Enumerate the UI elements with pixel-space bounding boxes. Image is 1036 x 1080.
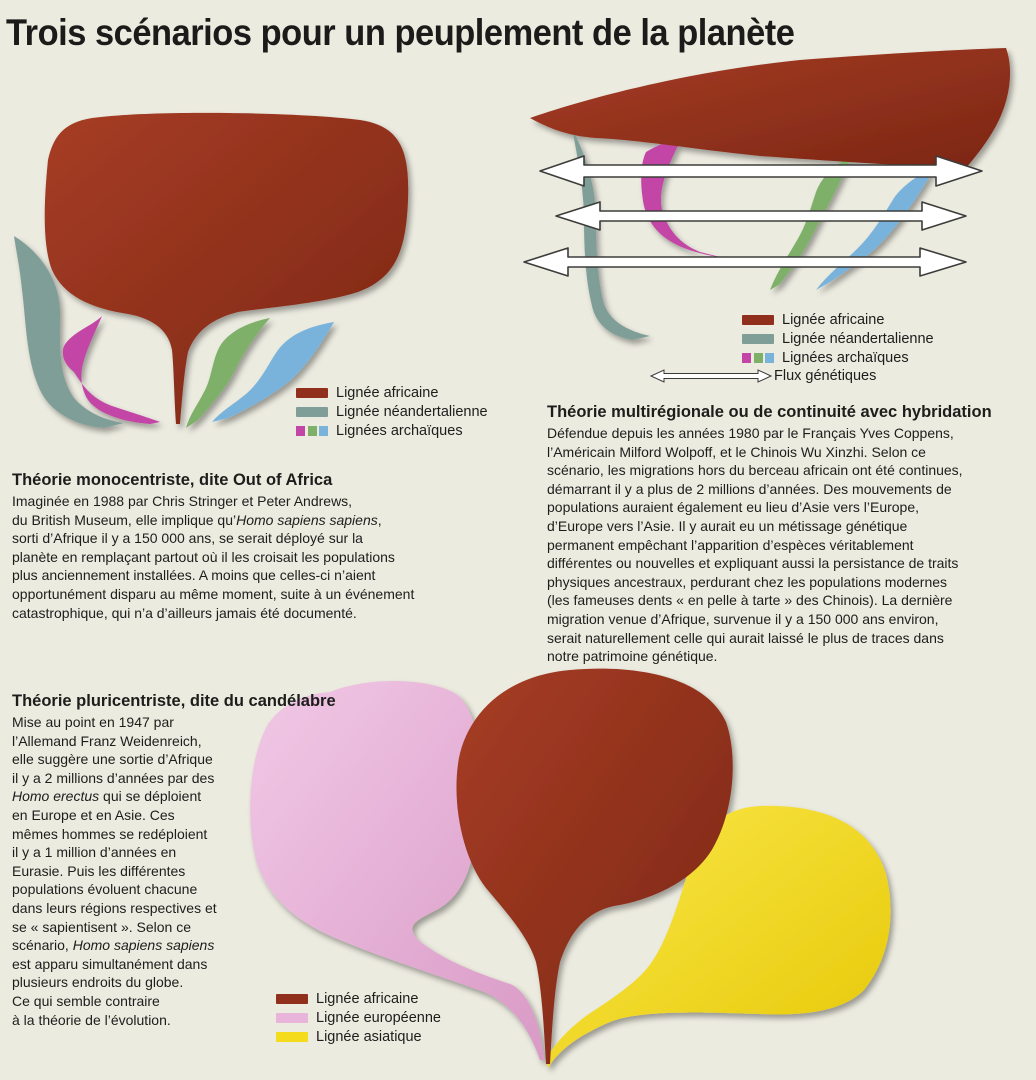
legend-label-africaine: Lignée africaine [782,311,885,328]
page-title: Trois scénarios pour un peuplement de la planète [6,12,795,53]
multi-heading: Théorie multirégionale ou de continuité avec hybridation [547,403,992,421]
legend-label-africaine: Lignée africaine [336,384,439,401]
legend-row-neandertal [742,329,934,348]
legend-mono [296,383,488,440]
swatch-neandertal [296,407,328,417]
legend-label-flux: Flux génétiques [774,367,877,384]
mono-heading: Théorie monocentriste, dite Out of Africa [12,471,333,489]
multi-text-block [547,402,1032,666]
mono-diagram [14,113,408,428]
mono-body: Imaginée en 1988 par Chris Stringer et Peter Andrews, du British Museum, elle implique qu’Homo sapiens sapiens, sorti d’Afrique il y a 150 000 ans, se serait déployé sur la planète en remplaçant partout où il les croisait les populations plus anciennement installées. A moins que celles-ci n’aient opportunément disparu au même moment, suite à un événement catastrophique, qui n’a d’ailleurs jamais été documenté. [12,493,415,621]
swatch-asiatique [276,1032,308,1042]
multi-diagram [524,48,1010,340]
legend-row-neandertal [296,402,488,421]
swatch-africaine [742,315,774,325]
flux-arrow-swatch [650,369,772,383]
legend-multi-flux [650,366,876,385]
pluri-heading: Théorie pluricentriste, dite du candélabre [12,692,336,710]
multi-flux-arrows [524,156,982,276]
legend-row-asiatique [276,1027,441,1046]
legend-label-europeenne: Lignée européenne [316,1009,441,1026]
legend-row-archaiques [296,421,488,440]
legend-row-archaiques [742,348,934,367]
mono-text-block [12,470,512,622]
legend-row-africaine [296,383,488,402]
multi-body: Défendue depuis les années 1980 par le Français Yves Coppens, l’Américain Milford Wolpoff, et le Chinois Wu Xinzhi. Selon ce scénario, les migrations hors du berceau africain ont été continues, démarrant il y a plus de 2 millions d’années. Des mouvements de populations auraient également eu lieu d’Asie vers l’Europe, d’Europe vers l’Asie. Il y aurait eu un métissage génétique permanent empêchant l’apparition d’espèces véritablement différentes ou nouvelles et expliquant aussi la persistance de traits physiques ancestraux, perdurant chez les populations modernes (les fameuses dents « en pelle à tarte » des Chinois). La dernière migration venue d’Afrique, survenue il y a 150 000 ans environ, serait naturellement celle qui aurait laissé le plus de traces dans notre patrimoine génétique. [547,425,963,665]
legend-label-neandertal: Lignée néandertalienne [336,403,488,420]
multi-archaic-pink-branch [641,134,724,258]
legend-label-asiatique: Lignée asiatique [316,1028,422,1045]
legend-multi [742,310,934,367]
legend-label-archaiques: Lignées archaïques [336,422,463,439]
swatch-archaiques [742,353,774,363]
legend-label-archaiques: Lignées archaïques [782,349,909,366]
swatch-africaine [296,388,328,398]
multi-african-branch [530,48,1010,168]
pluri-body: Mise au point en 1947 par l’Allemand Franz Weidenreich, elle suggère une sortie d’Afrique il y a 2 millions d’années par des Homo erectus qui se déploient en Europe et en Asie. Ces mêmes hommes se redéploient il y a 1 million d’années en Eurasie. Puis les différentes populations évoluent chacune dans leurs régions respectives et se « sapientisent ». Selon ce scénario, Homo sapiens sapiens est apparu simultanément dans plusieurs endroits du globe. Ce qui semble contraire à la théorie de l’évolution. [12,714,217,1028]
pluri-text-block [12,691,372,1029]
legend-label-africaine: Lignée africaine [316,990,419,1007]
swatch-neandertal [742,334,774,344]
legend-label-neandertal: Lignée néandertalienne [782,330,934,347]
legend-row-africaine [742,310,934,329]
swatch-archaiques [296,426,328,436]
legend-row-flux [650,366,876,385]
